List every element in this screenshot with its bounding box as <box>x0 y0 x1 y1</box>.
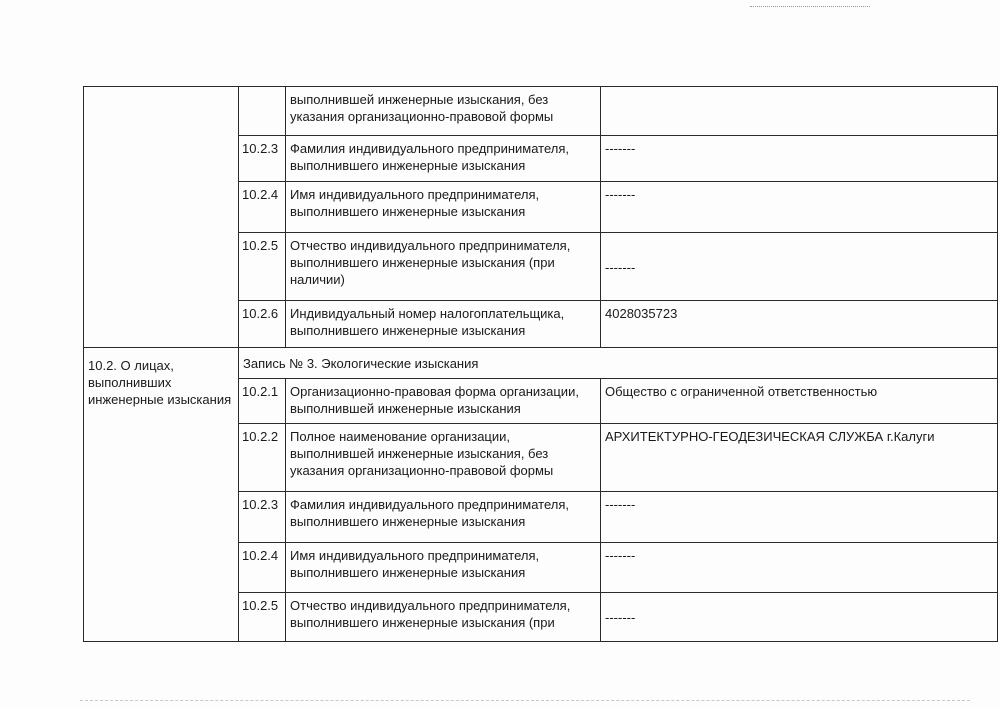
row-value: 4028035723 <box>601 300 998 347</box>
table-row <box>84 87 998 136</box>
row-value <box>601 87 998 136</box>
row-label: Полное наименование организации, выполнившей инженерные изыскания, без указания организационно-правовой формы <box>286 424 601 492</box>
record-title: Запись № 3. Экологические изыскания <box>239 348 998 379</box>
row-number: 10.2.6 <box>239 300 286 347</box>
row-value: ------- <box>601 232 998 300</box>
section-cell-empty <box>84 87 239 348</box>
row-label: Фамилия индивидуального предпринимателя, выполнившего инженерные изыскания <box>286 491 601 542</box>
row-label: Организационно-правовая форма организации, выполнившей инженерные изыскания <box>286 378 601 423</box>
section-label: 10.2. О лицах, выполнивших инженерные изыскания <box>84 348 239 642</box>
row-value: Общество с ограниченной ответственностью <box>601 378 998 423</box>
row-number: 10.2.3 <box>239 136 286 181</box>
survey-info-table <box>83 86 998 642</box>
scan-artifact <box>80 700 970 703</box>
scan-artifact <box>750 6 870 9</box>
record-title-row <box>84 348 998 379</box>
row-number: 10.2.4 <box>239 543 286 592</box>
row-number <box>239 87 286 136</box>
row-label: Отчество индивидуального предпринимателя, выполнившего инженерные изыскания (при <box>286 592 601 641</box>
row-number: 10.2.2 <box>239 424 286 492</box>
row-value: ------- <box>601 592 998 641</box>
row-label: Отчество индивидуального предпринимателя, выполнившего инженерные изыскания (при наличии) <box>286 232 601 300</box>
row-value: ------- <box>601 136 998 181</box>
row-number: 10.2.1 <box>239 378 286 423</box>
row-number: 10.2.5 <box>239 232 286 300</box>
row-number: 10.2.5 <box>239 592 286 641</box>
row-label: Индивидуальный номер налогоплательщика, выполнившего инженерные изыскания <box>286 300 601 347</box>
row-label: выполнившей инженерные изыскания, без указания организационно-правовой формы <box>286 87 601 136</box>
row-value: ------- <box>601 491 998 542</box>
row-label: Имя индивидуального предпринимателя, выполнившего инженерные изыскания <box>286 181 601 232</box>
row-label: Фамилия индивидуального предпринимателя, выполнившего инженерные изыскания <box>286 136 601 181</box>
row-number: 10.2.3 <box>239 491 286 542</box>
row-number: 10.2.4 <box>239 181 286 232</box>
row-value: ------- <box>601 543 998 592</box>
row-label: Имя индивидуального предпринимателя, выполнившего инженерные изыскания <box>286 543 601 592</box>
row-value: ------- <box>601 181 998 232</box>
row-value: АРХИТЕКТУРНО-ГЕОДЕЗИЧЕСКАЯ СЛУЖБА г.Калуги <box>601 424 998 492</box>
